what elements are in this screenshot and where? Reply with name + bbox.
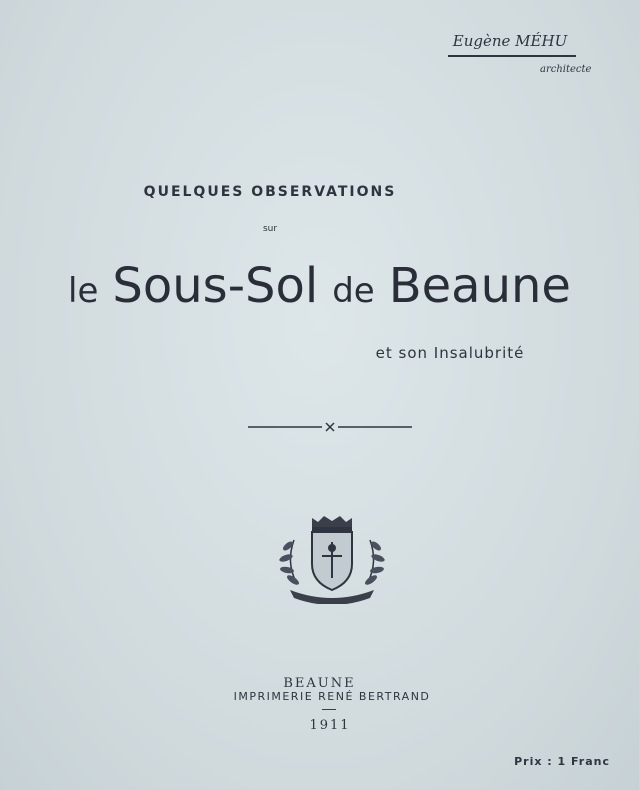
cover-connector: sur [262, 224, 278, 234]
imprint-city: BEAUNE [283, 676, 356, 691]
author-underline [448, 55, 576, 57]
coat-of-arms-icon [276, 512, 388, 604]
title-word-le: le [68, 271, 99, 311]
title-word-beaune: Beaune [388, 258, 571, 314]
title-continuation: et son Insalubrité [375, 344, 525, 362]
title-word-sous-sol: Sous-Sol [112, 258, 319, 314]
imprint-printer: IMPRIMERIE RENÉ BERTRAND [233, 690, 431, 703]
cover-subtitle: QUELQUES OBSERVATIONS [143, 184, 397, 200]
imprint-year: 1911 [309, 718, 351, 733]
cover-title [0, 258, 639, 314]
price-label: Prix : 1 Franc [514, 755, 610, 768]
title-word-de: de [332, 271, 375, 311]
author-role: architecte [540, 64, 592, 75]
author-name: Eugène MÉHU [452, 32, 568, 50]
imprint-dash [322, 709, 336, 710]
divider-ornament-icon [248, 420, 412, 434]
